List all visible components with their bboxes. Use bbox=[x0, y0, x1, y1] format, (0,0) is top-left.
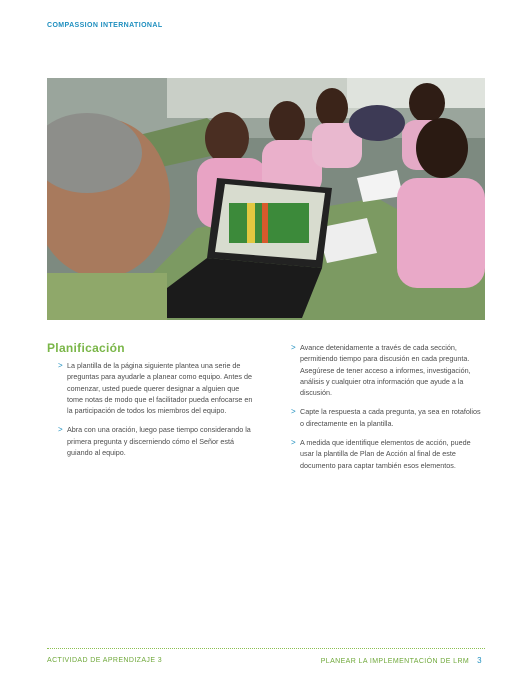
bullet-text: Abra con una oración, luego pase tiempo considerando la primera pregunta y discerniendo cómo el Señor está guiando al equipo. bbox=[67, 425, 251, 458]
bullet-arrow-icon: > bbox=[291, 343, 296, 352]
page-number: 3 bbox=[477, 656, 482, 665]
bullet-item bbox=[291, 437, 486, 471]
bullet-arrow-icon: > bbox=[58, 425, 63, 435]
footer-activity-label: ACTIVIDAD DE APRENDIZAJE 3 bbox=[47, 657, 163, 664]
bullet-arrow-icon: > bbox=[291, 407, 296, 417]
header-brand: COMPASSION INTERNATIONAL bbox=[47, 22, 163, 29]
bullet-arrow-icon: > bbox=[291, 438, 296, 448]
bullet-text: A medida que identifique elementos de acción, puede usar la plantilla de Plan de Acción al final de este documento para captar también esos elementos. bbox=[300, 438, 471, 470]
footer-section-label bbox=[321, 656, 482, 665]
bullet-text: Avance detenidamente a través de cada sección, permitiendo tiempo para discusión en cada pregunta. Asegúrese de tener acceso a informes, investigación, análisis y cualquier otra información que ayude a la discusión. bbox=[300, 343, 471, 398]
right-column bbox=[291, 342, 486, 479]
section-title: Planificación bbox=[47, 341, 125, 355]
bullet-text: La plantilla de la página siguiente plantea una serie de preguntas para ayudarle a planear como equipo. Antes de comenzar, usted puede querer designar a alguien que tome notas de modo que el facilitador pueda enfocarse en la participación de todos los miembros del equipo. bbox=[67, 361, 253, 416]
left-column bbox=[58, 360, 253, 466]
footer-section-title: PLANEAR LA IMPLEMENTACIÓN DE LRM bbox=[320, 658, 470, 665]
bullet-arrow-icon: > bbox=[58, 361, 63, 370]
bullet-item bbox=[58, 424, 253, 458]
bullet-text: Capte la respuesta a cada pregunta, ya sea en rotafolios o directamente en la plantilla. bbox=[300, 407, 481, 428]
cover-photo bbox=[47, 78, 485, 320]
photo-illustration bbox=[47, 78, 485, 320]
bullet-item bbox=[291, 406, 486, 429]
bullet-item bbox=[291, 342, 486, 398]
footer-divider bbox=[47, 648, 485, 649]
bullet-item bbox=[58, 360, 253, 416]
